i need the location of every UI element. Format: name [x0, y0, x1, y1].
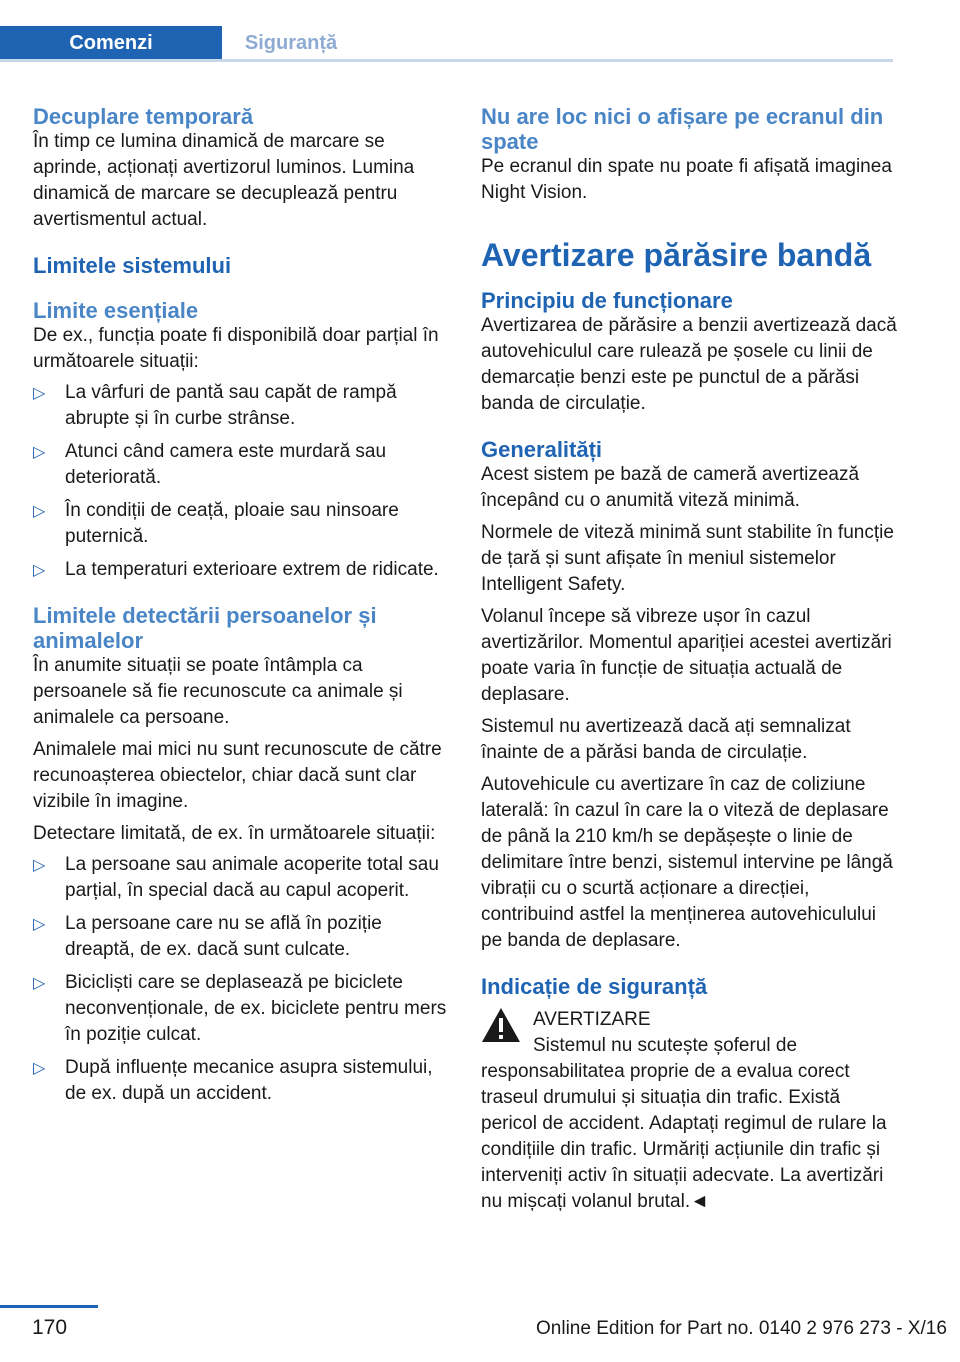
list-limite-esentiale — [33, 380, 451, 583]
heading-nu-are-afisare: Nu are loc nici o afișare pe ecranul din spate — [481, 104, 884, 154]
list-detectare-limitata — [33, 852, 451, 1107]
text-detectare-2: Animalele mai mici nu sunt recunoscute de către recunoașterea obiectelor, chiar dacă sunt clar vizibile în imagine. — [33, 739, 442, 812]
text-detectare-1: În anumite situații se poate întâmpla ca persoanele să fie recunoscute ca animale și animalele ca persoane. — [33, 655, 403, 728]
text-decuplare: În timp ce lumina dinamică de marcare se aprinde, acționați avertizorul luminos. Lumina dinamică de marcare se decuplează pentru avertismentul actual. — [33, 131, 415, 230]
list-item: ▷ La persoane sau animale acoperite total sau parțial, în special dacă au capul acoperit. — [33, 854, 439, 901]
heading-generalitati: Generalități — [481, 437, 603, 462]
heading-limitele-sistemului: Limitele sistemului — [33, 253, 232, 278]
text-generalitati-4: Sistemul nu avertizează dacă ați semnalizat înainte de a părăsi banda de circulație. — [481, 716, 851, 763]
heading-principiu: Principiu de funcționare — [481, 288, 733, 313]
warning-triangle-icon — [481, 1007, 521, 1043]
bullet-triangle-icon: ▷ — [33, 503, 46, 520]
text-detectare-3: Detectare limitată, de ex. în următoarele situații: — [33, 823, 436, 844]
right-column — [481, 104, 899, 1215]
bullet-triangle-icon: ▷ — [33, 857, 46, 874]
text-generalitati-1: Acest sistem pe bază de cameră avertizează începând cu o anumită viteză minimă. — [481, 464, 860, 511]
bullet-triangle-icon: ▷ — [33, 444, 46, 461]
list-item: ▷ Atunci când camera este murdară sau deteriorată. — [33, 441, 387, 488]
list-item: ▷ La persoane care nu se află în poziție dreaptă, de ex. dacă sunt culcate. — [33, 913, 382, 960]
warning-title: AVERTIZARE — [533, 1009, 651, 1030]
page-number-rule — [0, 1305, 98, 1308]
bullet-triangle-icon: ▷ — [33, 975, 46, 992]
left-column — [33, 104, 451, 1114]
page-title: Avertizare părăsire bandă — [481, 237, 872, 273]
heading-decuplare: Decuplare temporară — [33, 104, 254, 129]
heading-limite-esentiale: Limite esențiale — [33, 298, 199, 323]
edition-footer: Online Edition for Part no. 0140 2 976 273 - X/16 — [536, 1318, 947, 1339]
bullet-triangle-icon: ▷ — [33, 562, 46, 579]
heading-limitele-detectarii: Limitele detectării persoanelor și animalelor — [33, 603, 377, 653]
list-item: ▷ La temperaturi exterioare extrem de ridicate. — [33, 557, 451, 583]
text-esentiale: De ex., funcția poate fi disponibilă doar parțial în următoarele situații: — [33, 325, 439, 372]
list-item: ▷ La vârfuri de pantă sau capăt de rampă abrupte și în curbe strânse. — [33, 382, 397, 429]
tab-comenzi[interactable]: Comenzi — [0, 26, 222, 59]
list-item: ▷ În condiții de ceață, ploaie sau ninsoare puternică. — [33, 500, 399, 547]
text-principiu: Avertizarea de părăsire a benzii avertizează dacă autovehiculul care rulează pe șosele cu linii de demarcație benzi este pe punctul de a părăsi banda de circulație. — [481, 315, 897, 414]
section-tabs — [0, 26, 893, 62]
tabs-divider — [0, 59, 893, 62]
text-nu-are-afisare: Pe ecranul din spate nu poate fi afișată imaginea Night Vision. — [481, 156, 892, 203]
text-generalitati-3: Volanul începe să vibreze ușor în cazul avertizărilor. Momentul apariției acestei avertizări poate varia în funcție de situația actuală de deplasare. — [481, 606, 892, 705]
page-number: 170 — [32, 1316, 68, 1339]
warning-text: Sistemul nu scutește șoferul de responsabilitatea proprie de a evalua corect traseul drumului și situația din trafic. Există pericol de accident. Adaptați regimul de rulare la condițiile din trafic. Urmăriți acțiunile din trafic și interveniți activ în situații adecvate. La avertizări nu mișcați volanul brutal.◄ — [481, 1035, 887, 1212]
warning-box — [481, 1007, 899, 1215]
bullet-triangle-icon: ▷ — [33, 916, 46, 933]
bullet-triangle-icon: ▷ — [33, 1060, 46, 1077]
bullet-triangle-icon: ▷ — [33, 385, 46, 402]
list-item: ▷ Bicicliști care se deplasează pe biciclete neconvenționale, de ex. biciclete pentru mers în poziție culcat. — [33, 972, 447, 1045]
text-generalitati-2: Normele de viteză minimă sunt stabilite în funcție de țară și sunt afișate în meniul sistemelor Intelligent Safety. — [481, 522, 894, 595]
list-item: ▷ După influențe mecanice asupra sistemului, de ex. după un accident. — [33, 1057, 433, 1104]
heading-indicatie-siguranta: Indicație de siguranță — [481, 974, 708, 999]
text-generalitati-5: Autovehicule cu avertizare în caz de coliziune laterală: în cazul în care la o viteză de deplasare de până la 210 km/h se depășește o linie de delimitare între benzi, sistemul intervine pe lângă vibrații cu o scurtă acționare a direcției, contribuind astfel la menținerea autovehiculului pe banda de deplasare. — [481, 774, 893, 951]
tab-siguranta[interactable]: Siguranță — [244, 32, 338, 54]
